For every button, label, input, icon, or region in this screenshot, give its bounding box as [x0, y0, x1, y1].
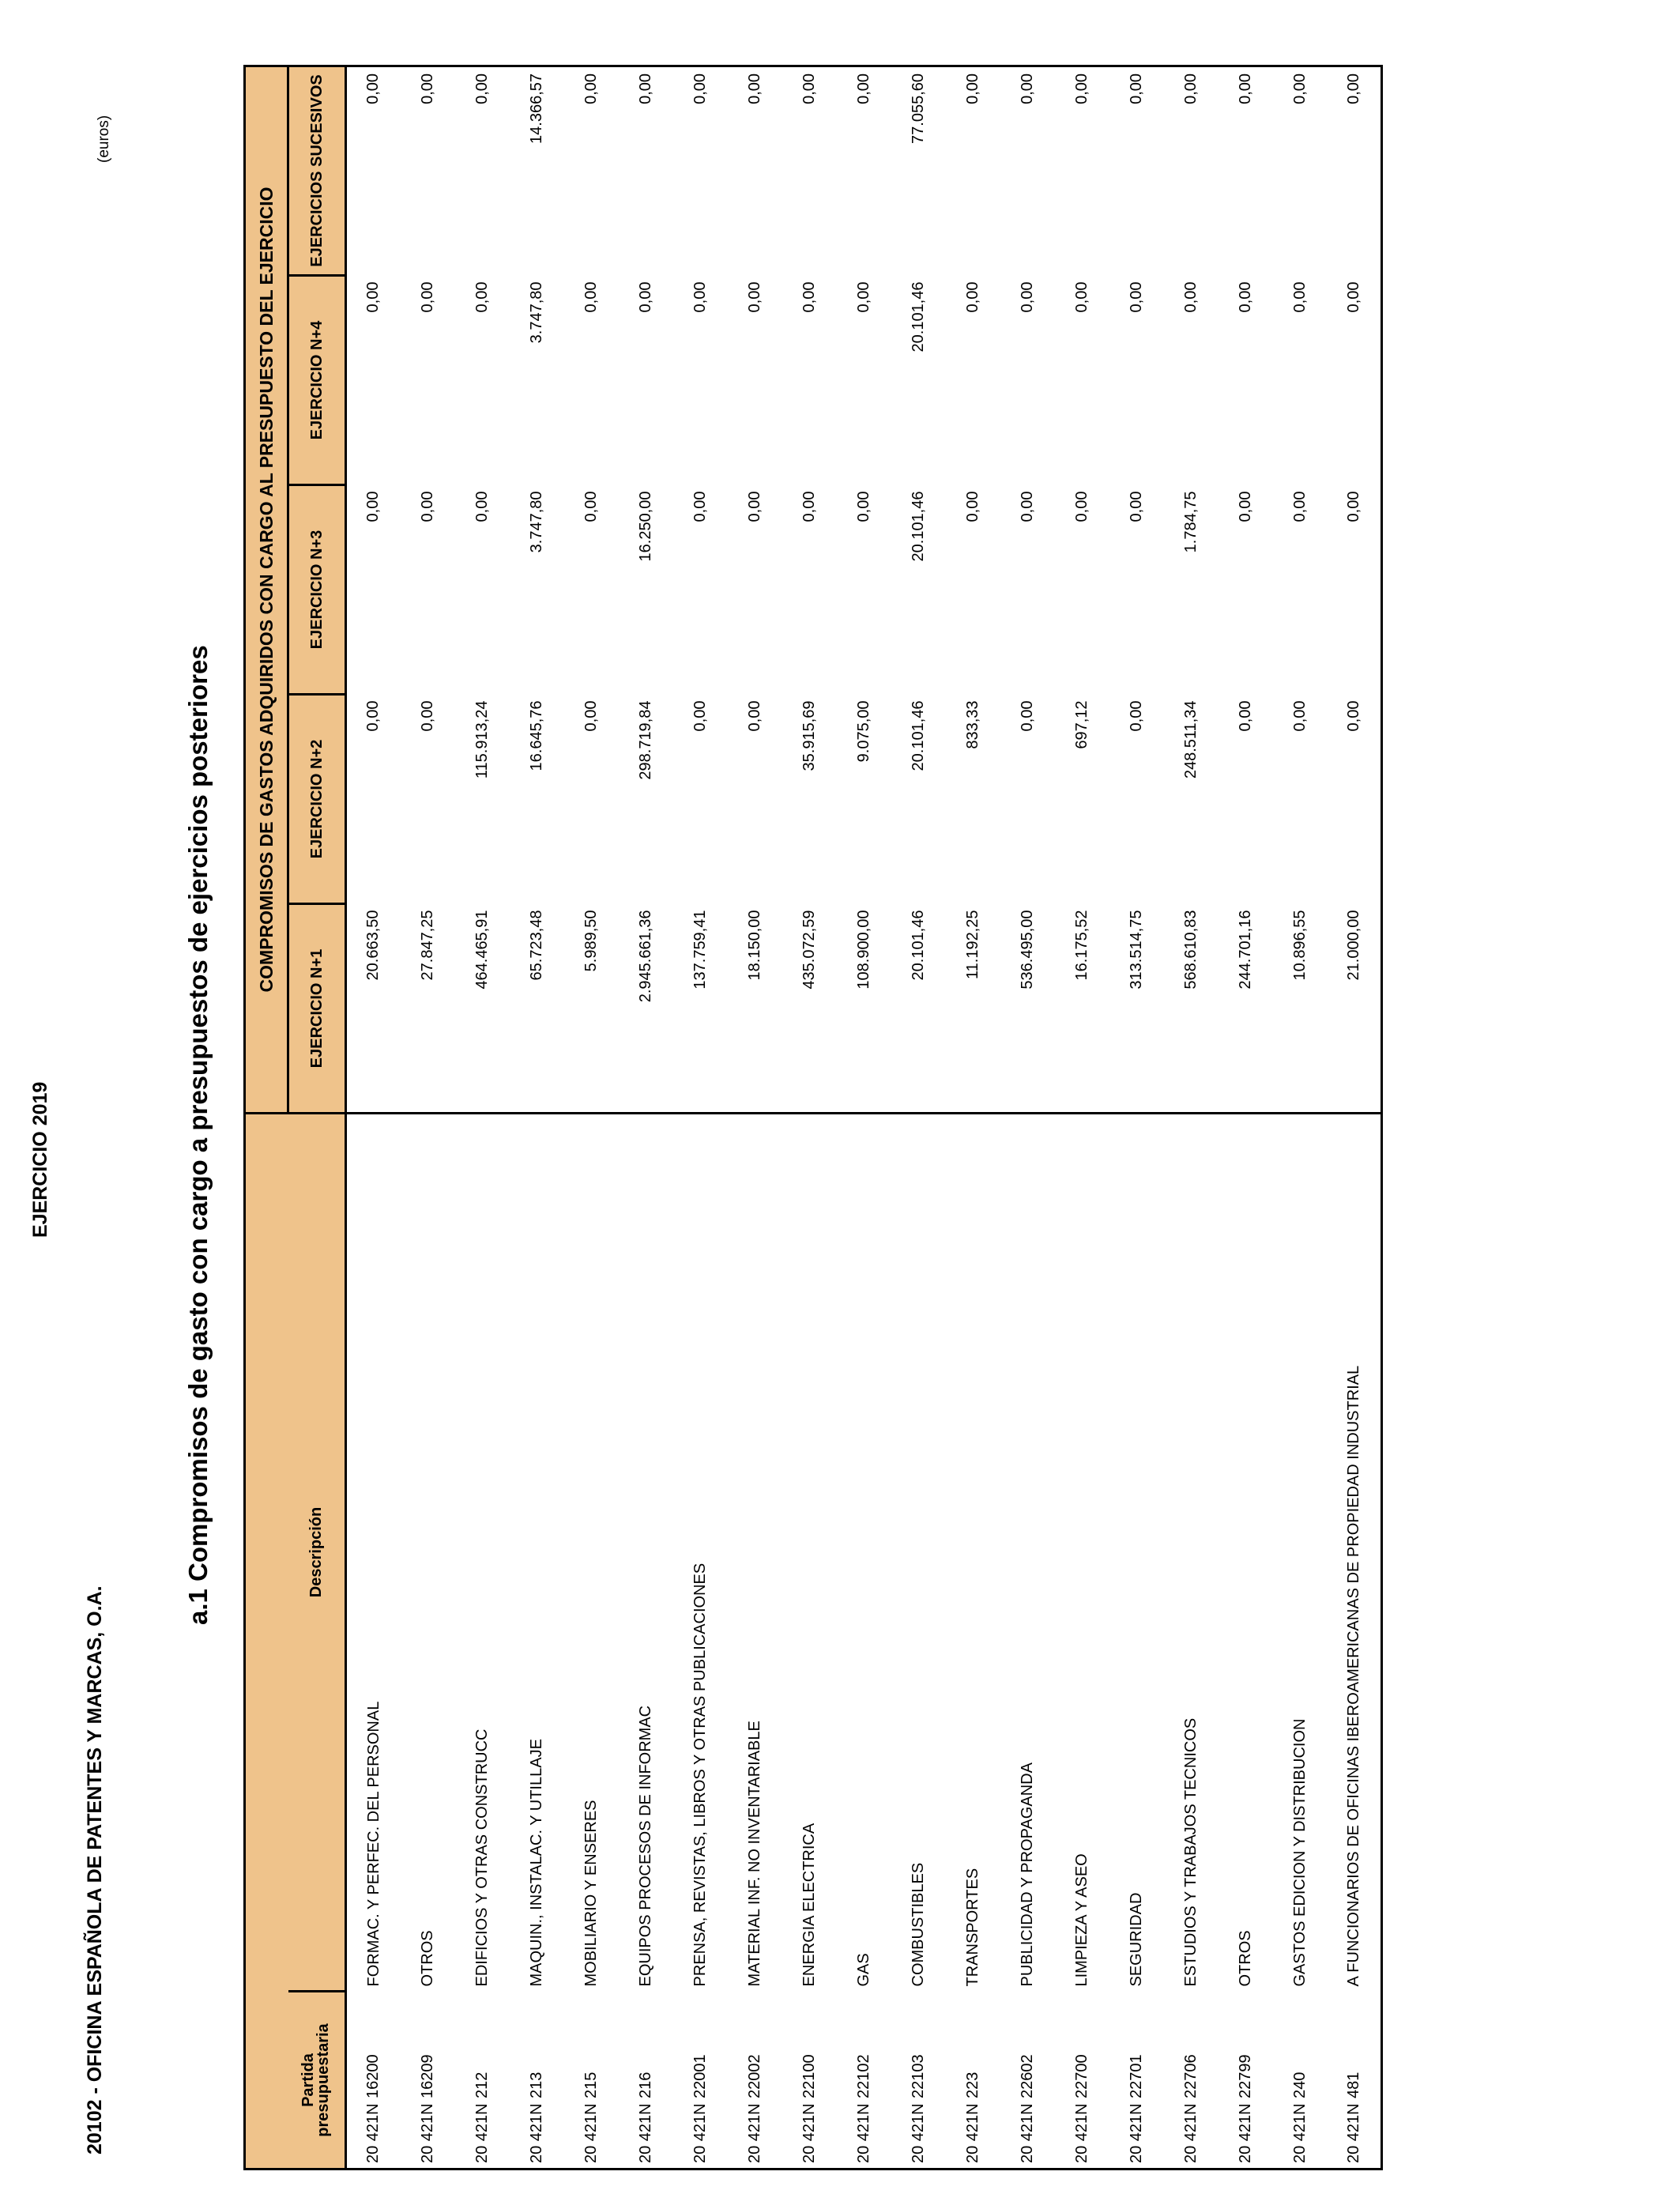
partida-cell: [1055, 1992, 1109, 2169]
description-cell: MOBILIARIO Y ENSERES: [582, 1800, 600, 1987]
partida-code: 16200: [364, 2054, 382, 2098]
table-row: [728, 66, 782, 2169]
value-n2: 0,00: [1018, 700, 1036, 732]
value-sucesivos: 0,00: [455, 66, 510, 275]
table-body: [346, 66, 1382, 2169]
partida-section: 20 421N: [800, 2103, 818, 2163]
partida-code: 22100: [800, 2054, 818, 2098]
value-n3: 0,00: [800, 491, 818, 522]
value-n1: 21.000,00: [1328, 904, 1382, 1114]
value-n3: 0,00: [691, 491, 709, 522]
value-n1: 27.847,25: [401, 904, 455, 1114]
partida-cell: [619, 1992, 673, 2169]
value-sucesivos: 0,00: [401, 66, 455, 275]
value-n1: 313.514,75: [1109, 904, 1164, 1114]
exercise-year: EJERCICIO 2019: [29, 1081, 51, 1238]
value-n4: 0,00: [1127, 281, 1145, 313]
value-sucesivos: 0,00: [782, 66, 837, 275]
value-n2: 16.645,76: [527, 700, 545, 771]
description-cell: MAQUIN., INSTALAC. Y UTILLAJE: [528, 1739, 545, 1987]
partida-section: 20 421N: [364, 2103, 382, 2163]
value-n1: 20.663,50: [346, 904, 401, 1114]
partida-cell: [673, 1992, 728, 2169]
partida-section: 20 421N: [909, 2103, 927, 2163]
table-row: [1273, 66, 1328, 2169]
value-n3: 0,00: [364, 491, 382, 522]
partida-code: 22002: [745, 2054, 763, 2098]
value-n3: 0,00: [1236, 491, 1254, 522]
value-n1: 18.150,00: [728, 904, 782, 1114]
table-row: [564, 66, 619, 2169]
value-n4: 0,00: [1236, 281, 1254, 313]
value-n4: 0,00: [636, 281, 654, 313]
value-n3: 0,00: [1018, 491, 1036, 522]
partida-cell: [782, 1992, 837, 2169]
description-cell: A FUNCIONARIOS DE OFICINAS IBEROAMERICANAS DE PROPIEDAD INDUSTRIAL: [1328, 1114, 1382, 1992]
description-cell: GASTOS EDICION Y DISTRIBUCION: [1291, 1718, 1309, 1987]
value-n1: 536.495,00: [1000, 904, 1055, 1114]
value-sucesivos: 0,00: [1219, 66, 1273, 275]
value-n4: 0,00: [1290, 281, 1309, 313]
partida-section: 20 421N: [1290, 2103, 1309, 2163]
value-sucesivos: 77.055,60: [891, 66, 946, 275]
partida-section: 20 421N: [691, 2103, 709, 2163]
description-cell: EDIFICIOS Y OTRAS CONSTRUCC: [473, 1728, 491, 1987]
table-row: [673, 66, 728, 2169]
value-n1: 108.900,00: [837, 904, 891, 1114]
description-cell: SEGURIDAD: [1128, 1892, 1145, 1987]
value-n3: 0,00: [963, 491, 981, 522]
value-sucesivos: 0,00: [837, 66, 891, 275]
value-n4: 3.747,80: [527, 281, 545, 344]
units-label: (euros): [96, 115, 112, 163]
partida-cell: [728, 1992, 782, 2169]
description-cell: TRANSPORTES: [964, 1868, 981, 1987]
value-n4: 0,00: [963, 281, 981, 313]
partida-section: 20 421N: [1344, 2103, 1362, 2163]
partida-section: 20 421N: [1181, 2103, 1200, 2163]
partida-code: 22701: [1127, 2054, 1145, 2098]
value-sucesivos: 0,00: [1109, 66, 1164, 275]
description-cell: MATERIAL INF. NO INVENTARIABLE: [746, 1721, 763, 1987]
partida-cell: [1000, 1992, 1055, 2169]
col-header-partida: Partida presupuestaria: [288, 1992, 346, 2169]
partida-section: 20 421N: [1018, 2103, 1036, 2163]
value-n4: 0,00: [691, 281, 709, 313]
group-header: COMPROMISOS DE GASTOS ADQUIRIDOS CON CARGO AL PRESUPUESTO DEL EJERCICIO: [245, 66, 288, 1113]
organization-heading: 20102 - OFICINA ESPAÑOLA DE PATENTES Y MARCAS, O.A.: [84, 1585, 106, 2154]
description-cell: OTROS: [419, 1930, 436, 1987]
description-cell: EQUIPOS PROCESOS DE INFORMAC: [637, 1705, 654, 1987]
value-n4: 0,00: [745, 281, 763, 313]
col-header-n4: EJERCICIO N+4: [288, 276, 346, 485]
partida-cell: [1273, 1992, 1328, 2169]
partida-code: 16209: [418, 2054, 436, 2098]
table-row: [401, 66, 455, 2169]
value-n4: 0,00: [1018, 281, 1036, 313]
partida-section: 20 421N: [745, 2103, 763, 2163]
value-sucesivos: 0,00: [1000, 66, 1055, 275]
partida-code: 22103: [909, 2054, 927, 2098]
table-row: [837, 66, 891, 2169]
table-row: [510, 66, 564, 2169]
partida-section: 20 421N: [854, 2103, 872, 2163]
value-n2: 115.913,24: [473, 700, 491, 779]
table-row: [1328, 66, 1382, 2169]
partida-cell: [510, 1992, 564, 2169]
col-header-n3: EJERCICIO N+3: [288, 485, 346, 695]
value-n2: 0,00: [745, 700, 763, 732]
partida-section: 20 421N: [1236, 2103, 1254, 2163]
value-sucesivos: 0,00: [1328, 66, 1382, 275]
value-sucesivos: 0,00: [564, 66, 619, 275]
value-n4: 0,00: [1328, 276, 1382, 485]
value-n2: 20.101,46: [909, 700, 927, 771]
description-cell: COMBUSTIBLES: [910, 1862, 927, 1987]
value-n4: 0,00: [582, 281, 600, 313]
partida-code: 481: [1344, 2071, 1362, 2098]
commitments-table: [243, 65, 1383, 2170]
table-row: [946, 66, 1000, 2169]
table-row: [1164, 66, 1219, 2169]
table-row: [346, 66, 401, 2169]
partida-section: 20 421N: [1072, 2103, 1090, 2163]
value-n4: 20.101,46: [909, 281, 927, 352]
table-row: [1000, 66, 1055, 2169]
description-cell: ENERGIA ELECTRICA: [800, 1823, 818, 1987]
value-n1: 11.192,25: [946, 904, 1000, 1114]
partida-code: 215: [582, 2071, 600, 2098]
value-n2: 0,00: [1127, 700, 1145, 732]
value-n3: 0,00: [418, 491, 436, 522]
partida-code: 22102: [854, 2054, 872, 2098]
partida-section: 20 421N: [636, 2103, 654, 2163]
value-n2: 9.075,00: [854, 700, 872, 763]
partida-cell: [891, 1992, 946, 2169]
partida-code: 213: [527, 2071, 545, 2098]
value-n4: 0,00: [418, 281, 436, 313]
report-title: a.1 Compromisos de gasto con cargo a presupuestos de ejercicios posteriores: [183, 645, 213, 1625]
partida-code: 22700: [1072, 2054, 1090, 2098]
description-cell: OTROS: [1237, 1930, 1254, 1987]
value-n3: 1.784,75: [1181, 491, 1200, 553]
value-sucesivos: 0,00: [1055, 66, 1109, 275]
partida-section: 20 421N: [1127, 2103, 1145, 2163]
value-n2: 0,00: [418, 700, 436, 732]
value-n3: 0,00: [1328, 485, 1382, 695]
partida-section: 20 421N: [527, 2103, 545, 2163]
partida-code: 212: [473, 2071, 491, 2098]
description-cell: ESTUDIOS Y TRABAJOS TECNICOS: [1182, 1717, 1200, 1987]
value-n2: 0,00: [1290, 700, 1309, 732]
value-n2: 697,12: [1072, 700, 1090, 749]
description-cell: LIMPIEZA Y ASEO: [1073, 1853, 1090, 1987]
value-n3: 0,00: [473, 491, 491, 522]
partida-section: 20 421N: [963, 2103, 981, 2163]
value-n1: 16.175,52: [1055, 904, 1109, 1114]
partida-section: 20 421N: [418, 2103, 436, 2163]
value-n2: 0,00: [1328, 695, 1382, 904]
value-n1: 244.701,16: [1219, 904, 1273, 1114]
value-n1: 435.072,59: [782, 904, 837, 1114]
value-n2: 0,00: [1236, 700, 1254, 732]
value-n3: 0,00: [1127, 491, 1145, 522]
value-n2: 0,00: [582, 700, 600, 732]
value-n4: 0,00: [1181, 281, 1200, 313]
partida-code: 22706: [1181, 2054, 1200, 2098]
partida-code: 240: [1290, 2071, 1309, 2098]
col-header-n2: EJERCICIO N+2: [288, 695, 346, 904]
value-n3: 20.101,46: [909, 491, 927, 562]
value-n1: 10.896,55: [1273, 904, 1328, 1114]
value-n3: 0,00: [1072, 491, 1090, 522]
table-row: [455, 66, 510, 2169]
partida-code: 223: [963, 2071, 981, 2098]
partida-cell: [346, 1992, 401, 2169]
partida-cell: [455, 1992, 510, 2169]
description-cell: PUBLICIDAD Y PROPAGANDA: [1019, 1762, 1036, 1987]
table-row: [1055, 66, 1109, 2169]
description-cell: PRENSA, REVISTAS, LIBROS Y OTRAS PUBLICACIONES: [691, 1563, 709, 1987]
col-header-descripcion: Descripción: [288, 1114, 346, 1992]
value-sucesivos: 0,00: [619, 66, 673, 275]
value-n3: 0,00: [854, 491, 872, 522]
partida-code: 216: [636, 2071, 654, 2098]
value-n2: 0,00: [691, 700, 709, 732]
value-sucesivos: 0,00: [728, 66, 782, 275]
partida-section: 20 421N: [582, 2103, 600, 2163]
table-row: [1219, 66, 1273, 2169]
partida-section: 20 421N: [473, 2103, 491, 2163]
value-sucesivos: 0,00: [673, 66, 728, 275]
value-n4: 0,00: [800, 281, 818, 313]
partida-cell: [946, 1992, 1000, 2169]
value-n4: 0,00: [1072, 281, 1090, 313]
partida-code: 22602: [1018, 2054, 1036, 2098]
value-n1: 568.610,83: [1164, 904, 1219, 1114]
partida-cell: [837, 1992, 891, 2169]
partida-code: 22799: [1236, 2054, 1254, 2098]
value-n2: 833,33: [963, 700, 981, 749]
col-header-sucesivos: EJERCICIOS SUCESIVOS: [288, 66, 346, 275]
value-n2: 35.915,69: [800, 700, 818, 771]
col-header-n1: EJERCICIO N+1: [288, 904, 346, 1114]
value-sucesivos: 0,00: [1164, 66, 1219, 275]
value-n1: 464.465,91: [455, 904, 510, 1114]
value-n1: 5.989,50: [564, 904, 619, 1114]
table-row: [619, 66, 673, 2169]
partida-code: 22001: [691, 2054, 709, 2098]
value-n2: 0,00: [364, 700, 382, 732]
table-row: [891, 66, 946, 2169]
partida-cell: [1328, 1992, 1382, 2169]
value-n2: 248.511,34: [1181, 700, 1200, 779]
value-n4: 0,00: [473, 281, 491, 313]
partida-cell: [1109, 1992, 1164, 2169]
table-row: [1109, 66, 1164, 2169]
partida-cell: [564, 1992, 619, 2169]
value-sucesivos: 0,00: [946, 66, 1000, 275]
value-n3: 3.747,80: [527, 491, 545, 553]
value-n3: 0,00: [1290, 491, 1309, 522]
partida-cell: [1164, 1992, 1219, 2169]
description-cell: FORMAC. Y PERFEC. DEL PERSONAL: [364, 1701, 382, 1987]
value-n1: 137.759,41: [673, 904, 728, 1114]
value-n4: 0,00: [364, 281, 382, 313]
value-n3: 0,00: [745, 491, 763, 522]
value-n2: 298.719,84: [636, 700, 654, 780]
value-n1: 20.101,46: [891, 904, 946, 1114]
value-n1: 2.945.661,36: [619, 904, 673, 1114]
partida-cell: [1219, 1992, 1273, 2169]
partida-cell: [401, 1992, 455, 2169]
value-sucesivos: 0,00: [346, 66, 401, 275]
table-row: [782, 66, 837, 2169]
value-n1: 65.723,48: [510, 904, 564, 1114]
value-n3: 0,00: [582, 491, 600, 522]
header-blank-cell: [245, 1114, 288, 2169]
value-sucesivos: 0,00: [1273, 66, 1328, 275]
value-sucesivos: 14.366,57: [510, 66, 564, 275]
value-n4: 0,00: [854, 281, 872, 313]
description-cell: GAS: [855, 1953, 872, 1987]
value-n3: 16.250,00: [636, 491, 654, 562]
